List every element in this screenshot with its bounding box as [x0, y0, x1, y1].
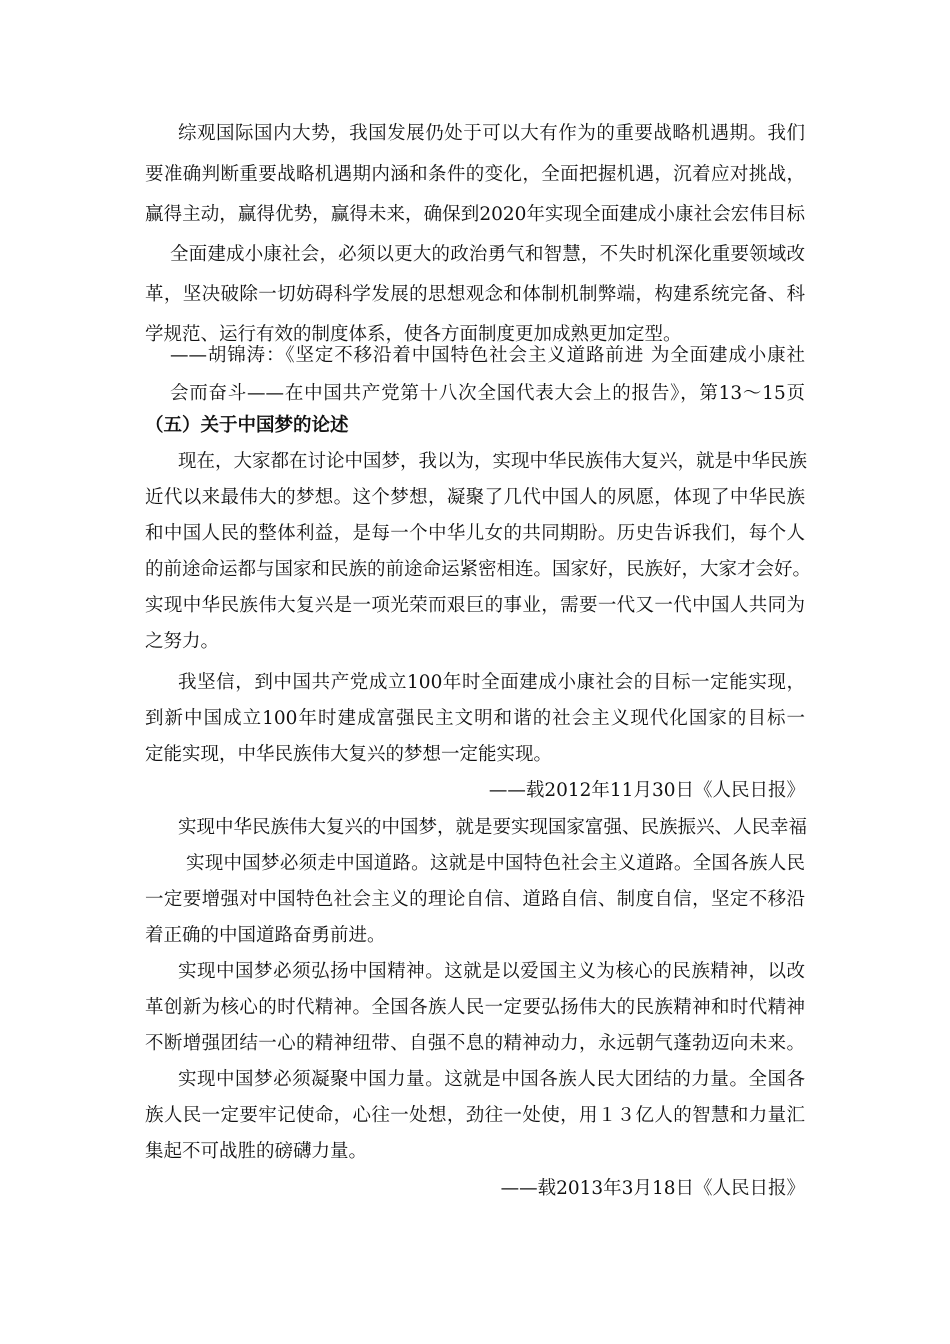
paragraph-line: 实现中国梦必须弘扬中国精神。这就是以爱国主义为核心的民族精神，以改: [178, 961, 805, 982]
paragraph-line: 一定要增强对中国特色社会主义的理论自信、道路自信、制度自信，坚定不移沿: [145, 889, 805, 910]
paragraph-line: 综观国际国内大势，我国发展仍处于可以大有作为的重要战略机遇期。我们: [178, 123, 805, 144]
source-citation: 会而奋斗——在中国共产党第十八次全国代表大会上的报告》，第13～15页: [170, 383, 805, 404]
paragraph-line: 族人民一定要牢记使命，心往一处想，劲往一处使，用１３亿人的智慧和力量汇: [145, 1105, 805, 1126]
paragraph-line: 定能实现，中华民族伟大复兴的梦想一定能实现。: [145, 744, 553, 765]
paragraph-line: 学规范、运行有效的制度体系，使各方面制度更加成熟更加定型。: [145, 324, 682, 345]
paragraph-line: 实现中国梦必须走中国道路。这就是中国特色社会主义道路。全国各族人民: [186, 853, 805, 874]
paragraph-line: 着正确的中国道路奋勇前进。: [145, 925, 386, 946]
paragraph-line: 我坚信，到中国共产党成立100年时全面建成小康社会的目标一定能实现，: [178, 672, 805, 693]
paragraph-line: 革创新为核心的时代精神。全国各族人民一定要弘扬伟大的民族精神和时代精神: [145, 997, 805, 1018]
source-citation: ——胡锦涛：《坚定不移沿着中国特色社会主义道路前进 为全面建成小康社: [170, 345, 805, 366]
paragraph-line: 实现中国梦必须凝聚中国力量。这就是中国各族人民大团结的力量。全国各: [178, 1069, 805, 1090]
paragraph-line: 赢得主动，赢得优势，赢得未来，确保到2020年实现全面建成小康社会宏伟目标: [145, 204, 805, 225]
paragraph-line: 不断增强团结一心的精神纽带、自强不息的精神动力，永远朝气蓬勃迈向未来。: [145, 1033, 805, 1054]
paragraph-line: 实现中华民族伟大复兴是一项光荣而艰巨的事业，需要一代又一代中国人共同为: [145, 595, 805, 616]
paragraph-line: 革，坚决破除一切妨碍科学发展的思想观念和体制机制弊端，构建系统完备、科: [145, 284, 805, 305]
section-heading: （五）关于中国梦的论述: [145, 415, 349, 436]
source-citation: ——载2012年11月30日《人民日报》: [488, 780, 805, 801]
paragraph-line: 的前途命运都与国家和民族的前途命运紧密相连。国家好，民族好，大家才会好。: [145, 559, 812, 580]
paragraph-line: 要准确判断重要战略机遇期内涵和条件的变化，全面把握机遇，沉着应对挑战，: [145, 164, 805, 185]
paragraph-line: 集起不可战胜的磅礴力量。: [145, 1141, 368, 1162]
paragraph-line: 之努力。: [145, 631, 220, 652]
paragraph-line: 近代以来最伟大的梦想。这个梦想，凝聚了几代中国人的夙愿，体现了中华民族: [145, 487, 805, 508]
paragraph-line: 全面建成小康社会，必须以更大的政治勇气和智慧，不失时机深化重要领域改: [170, 244, 805, 265]
paragraph-line: 和中国人民的整体利益，是每一个中华儿女的共同期盼。历史告诉我们，每个人: [145, 523, 805, 544]
source-citation: ——载2013年3月18日《人民日报》: [500, 1178, 805, 1199]
paragraph-line: 实现中华民族伟大复兴的中国梦，就是要实现国家富强、民族振兴、人民幸福: [178, 817, 808, 838]
paragraph-line: 现在，大家都在讨论中国梦，我以为，实现中华民族伟大复兴，就是中华民族: [178, 451, 808, 472]
paragraph-line: 到新中国成立100年时建成富强民主文明和谐的社会主义现代化国家的目标一: [145, 708, 805, 729]
